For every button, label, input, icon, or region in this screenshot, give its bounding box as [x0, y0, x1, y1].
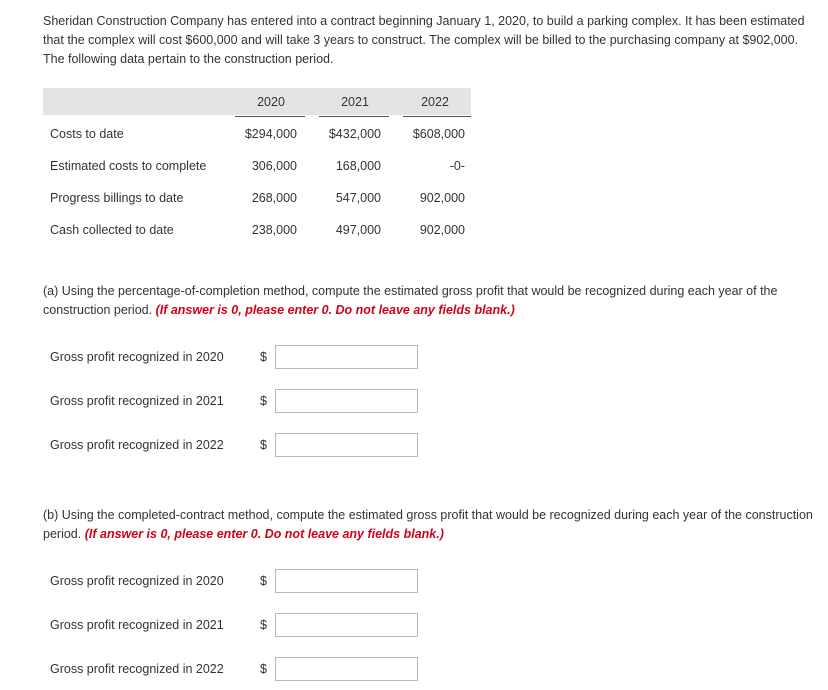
dollar-sign: $ [260, 394, 267, 408]
gross-profit-a-2021-input[interactable] [275, 389, 418, 413]
part-a-prompt: (a) Using the percentage-of-completion method, compute the estimated gross profit that would be recognized during each year of the construction period. [43, 284, 778, 317]
part-b-note: (If answer is 0, please enter 0. Do not leave any fields blank.) [84, 527, 444, 541]
dollar-sign: $ [260, 662, 267, 676]
row-label-costs-to-date: Costs to date [50, 127, 124, 141]
table-cell: 547,000 [335, 191, 381, 205]
part-a-note: (If answer is 0, please enter 0. Do not leave any fields blank.) [155, 303, 515, 317]
year-header-2022: 2022 [421, 95, 449, 109]
year-header-2020: 2020 [257, 95, 285, 109]
dollar-sign: $ [260, 438, 267, 452]
gross-profit-a-2022-input[interactable] [275, 433, 418, 457]
row-label-estimated-costs: Estimated costs to complete [50, 159, 207, 173]
header-underline [319, 116, 389, 117]
answer-label: Gross profit recognized in 2020 [50, 350, 224, 364]
dollar-sign: $ [260, 350, 267, 364]
answer-label: Gross profit recognized in 2020 [50, 574, 224, 588]
dollar-sign: $ [260, 574, 267, 588]
table-cell: 902,000 [419, 191, 465, 205]
table-cell: 268,000 [251, 191, 297, 205]
year-header-2021: 2021 [341, 95, 369, 109]
problem-intro: Sheridan Construction Company has entered into a contract beginning January 1, 2020, to build a parking complex. It has been estimated that the complex will cost $600,000 and will take 3 years to construct. The complex will be billed to the purchasing company at $902,000. The following data pertain to the construction period. [43, 14, 805, 66]
part-b-prompt: (b) Using the completed-contract method, compute the estimated gross profit that would be recognized during each year of the construction period. [43, 508, 813, 541]
answer-label: Gross profit recognized in 2021 [50, 618, 224, 632]
gross-profit-b-2022-input[interactable] [275, 657, 418, 681]
part-b-question [43, 506, 818, 544]
table-cell: $608,000 [412, 127, 465, 141]
table-cell: $432,000 [328, 127, 381, 141]
table-cell: -0- [449, 159, 465, 173]
table-cell: 902,000 [419, 223, 465, 237]
gross-profit-b-2020-input[interactable] [275, 569, 418, 593]
table-cell: 306,000 [251, 159, 297, 173]
answer-label: Gross profit recognized in 2022 [50, 438, 224, 452]
table-cell: 238,000 [251, 223, 297, 237]
answer-label: Gross profit recognized in 2022 [50, 662, 224, 676]
row-label-progress-billings: Progress billings to date [50, 191, 184, 205]
gross-profit-a-2020-input[interactable] [275, 345, 418, 369]
table-cell: $294,000 [244, 127, 297, 141]
table-cell: 168,000 [335, 159, 381, 173]
dollar-sign: $ [260, 618, 267, 632]
gross-profit-b-2021-input[interactable] [275, 613, 418, 637]
answer-label: Gross profit recognized in 2021 [50, 394, 224, 408]
header-underline [235, 116, 305, 117]
header-underline [403, 116, 471, 117]
row-label-cash-collected: Cash collected to date [50, 223, 174, 237]
table-cell: 497,000 [335, 223, 381, 237]
part-a-question [43, 282, 818, 320]
